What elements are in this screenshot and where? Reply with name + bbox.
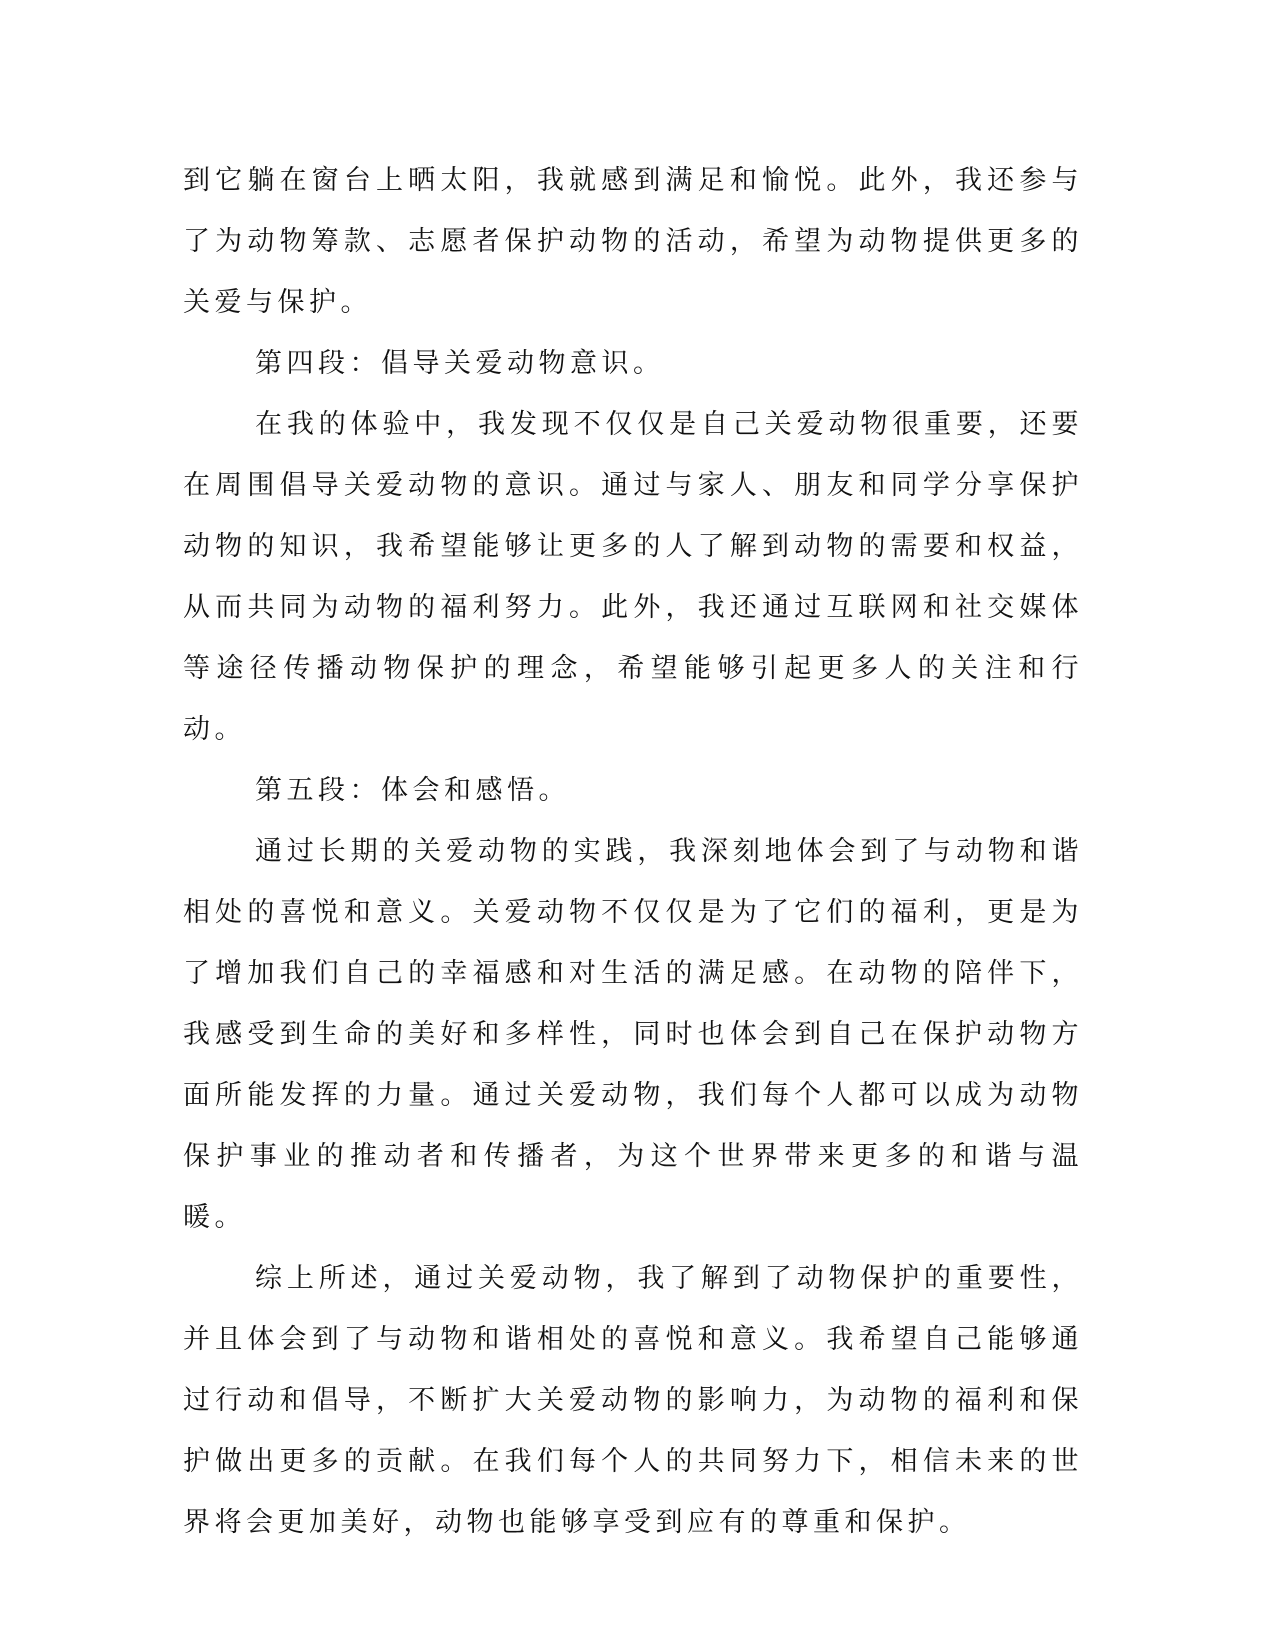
paragraph-conclusion: 综上所述，通过关爱动物，我了解到了动物保护的重要性，并且体会到了与动物和谐相处的喜悦和意义。我希望自己能够通过行动和倡导，不断扩大关爱动物的影响力，为动物的福利和保护做出更多的贡献。在我们每个人的共同努力下，相信未来的世界将会更加美好，动物也能够享受到应有的尊重和保护。 bbox=[183, 1263, 1083, 1538]
paragraph-reflection: 通过长期的关爱动物的实践，我深刻地体会到了与动物和谐相处的喜悦和意义。关爱动物不仅仅是为了它们的福利，更是为了增加我们自己的幸福感和对生活的满足感。在动物的陪伴下，我感受到生命的美好和多样性，同时也体会到自己在保护动物方面所能发挥的力量。通过关爱动物，我们每个人都可以成为动物保护事业的推动者和传播者，为这个世界带来更多的和谐与温暖。 bbox=[183, 836, 1083, 1233]
paragraph-advocacy: 在我的体验中，我发现不仅仅是自己关爱动物很重要，还要在周围倡导关爱动物的意识。通过与家人、朋友和同学分享保护动物的知识，我希望能够让更多的人了解到动物的需要和权益，从而共同为动物的福利努力。此外，我还通过互联网和社交媒体等途径传播动物保护的理念，希望能够引起更多人的关注和行动。 bbox=[183, 409, 1083, 745]
document-body bbox=[183, 150, 1083, 1553]
paragraph-continued-care-activities: 到它躺在窗台上晒太阳，我就感到满足和愉悦。此外，我还参与了为动物筹款、志愿者保护动物的活动，希望为动物提供更多的关爱与保护。 bbox=[183, 165, 1083, 318]
section-heading-four: 第四段：倡导关爱动物意识。 bbox=[255, 348, 665, 379]
section-heading-five: 第五段：体会和感悟。 bbox=[255, 775, 570, 806]
